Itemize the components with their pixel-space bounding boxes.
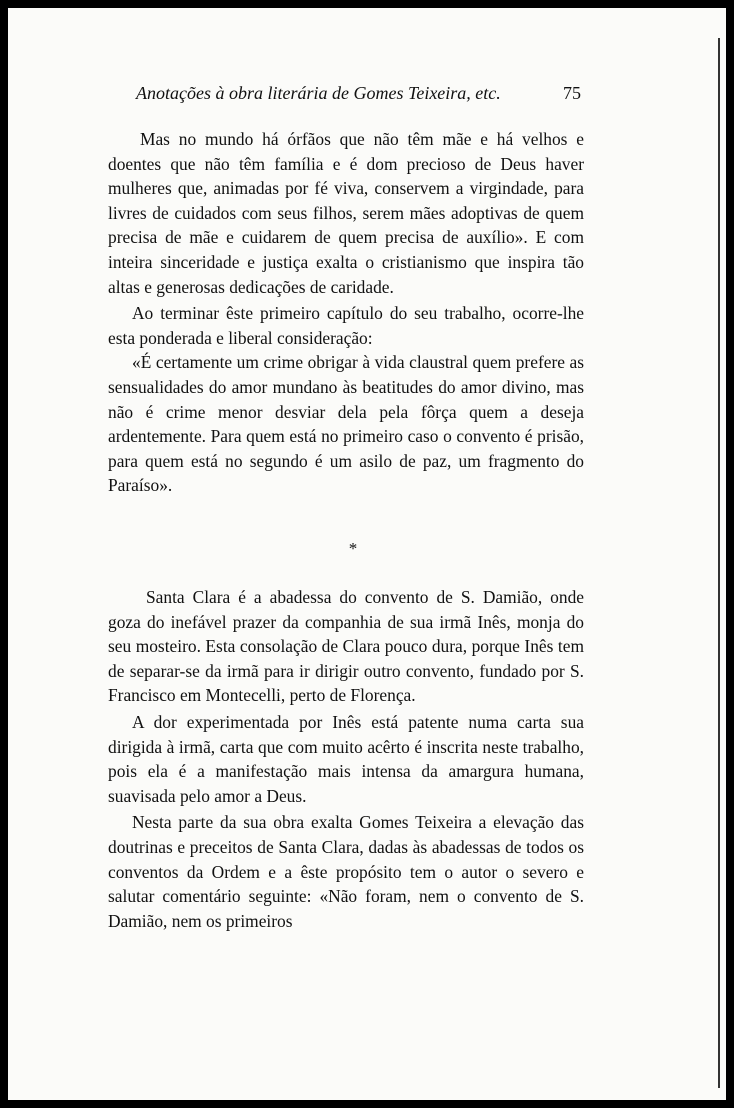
paragraph: Ao terminar êste primeiro capítulo do seu trabalho, ocorre-lhe esta ponderada e liberal consideração: xyxy=(108,303,584,348)
book-page xyxy=(8,8,726,1100)
page-number: 75 xyxy=(563,83,581,103)
text-block-1 xyxy=(108,127,584,498)
paragraph: Nesta parte da sua obra exalta Gomes Teixeira a elevação das doutrinas e preceitos de Santa Clara, dadas às abadessas de todos os conventos da Ordem e a êste propósito tem o autor o severo e salutar comentário seguinte: «Não foram, nem o convento de S. Damião, nem os primeiros xyxy=(108,812,584,931)
text-block-2 xyxy=(108,585,584,933)
running-header xyxy=(136,81,581,105)
running-title: Anotações à obra literária de Gomes Teixeira, etc. xyxy=(136,83,501,103)
page-edge-line xyxy=(718,38,720,1088)
paragraph: Mas no mundo há órfãos que não têm mãe e há velhos e doentes que não têm família e é dom precioso de Deus haver mulheres que, animadas por fé viva, conservem a virgindade, para livres de cuidados com seus filhos, serem mães adoptivas de quem precisa de mãe e cuidarem de quem precisa de auxílio». E com inteira sinceridade e justiça exalta o cristianismo que inspira tão altas e generosas dedicações de caridade. xyxy=(108,129,584,297)
paragraph: Santa Clara é a abadessa do convento de S. Damião, onde goza do inefável prazer da companhia de sua irmã Inês, monja do seu mosteiro. Esta consolação de Clara pouco dura, porque Inês tem de separar-se da irmã para ir dirigir outro convento, fundado por S. Francisco em Montecelli, perto de Florença. xyxy=(108,587,584,706)
section-separator: * xyxy=(348,539,358,558)
paragraph: «É certamente um crime obrigar à vida claustral quem prefere as sensualidades do amor mundano às beatitudes do amor divino, mas não é crime menor desviar dela pela fôrça quem a deseja ardentemente. Para quem está no primeiro caso o convento é prisão, para quem está no segundo é um asilo de paz, um fragmento do Paraíso». xyxy=(108,352,584,496)
paragraph: A dor experimentada por Inês está patente numa carta sua dirigida à irmã, carta que com muito acêrto é inscrita neste trabalho, pois ela é a manifestação mais intensa da amargura humana, suavisada pelo amor a Deus. xyxy=(108,711,584,806)
